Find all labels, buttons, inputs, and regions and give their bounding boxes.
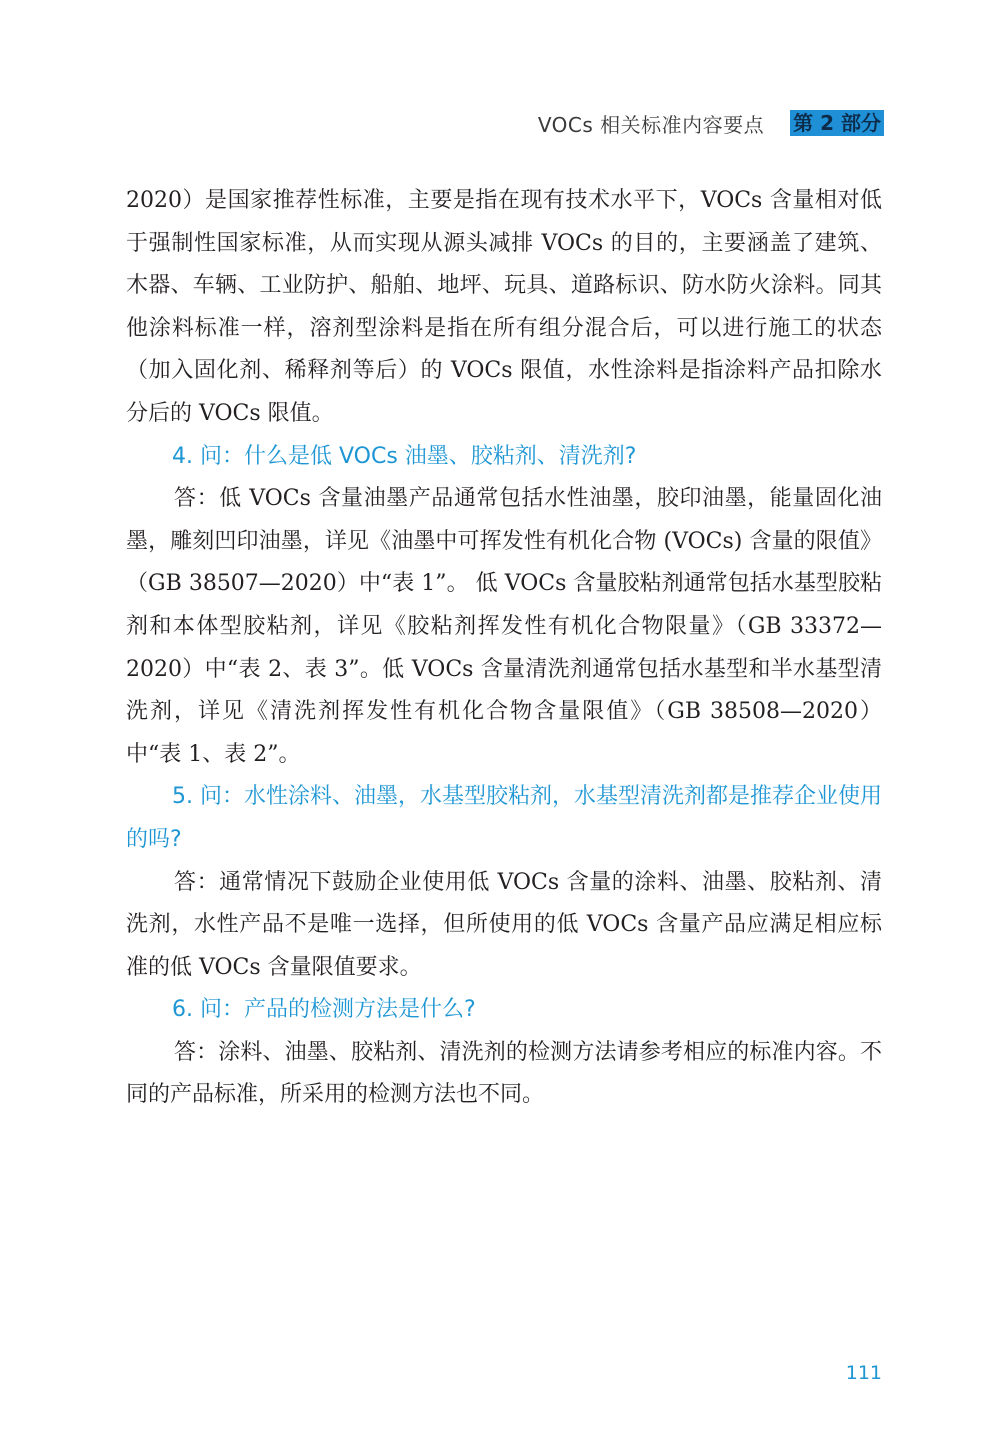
answer-5: 答：通常情况下鼓励企业使用低 VOCs 含量的涂料、油墨、胶粘剂、清洗剂，水性产品不是唯一选择，但所使用的低 VOCs 含量产品应满足相应标准的低 VOCs 含量限值要求。 — [126, 869, 882, 980]
header-title: VOCs 相关标准内容要点 — [537, 112, 765, 137]
answer-4: 答：低 VOCs 含量油墨产品通常包括水性油墨，胶印油墨，能量固化油墨，雕刻凹印油墨，详见《油墨中可挥发性有机化合物 (VOCs) 含量的限值》（GB 38507—2020）中“表 1”。 低 VOCs 含量胶粘剂通常包括水基型胶粘剂和本体型胶粘剂，详见《胶粘剂挥发性有机化合物限量》（GB 33372—2020）中“表 2、表 3”。低 VOCs 含量清洗剂通常包括水基型和半水基型清洗剂，详见《清洗剂挥发性有机化合物含量限值》（GB 38508—2020）中“表 1、表 2”。 — [126, 486, 882, 767]
question-5: 5. 问：水性涂料、油墨，水基型胶粘剂，水基型清洗剂都是推荐企业使用的吗? — [126, 784, 882, 852]
question-4: 4. 问：什么是低 VOCs 油墨、胶粘剂、清洗剂? — [172, 443, 637, 469]
page-number: 111 — [845, 1362, 882, 1384]
page-body — [126, 180, 882, 1117]
header-part-badge: 第 2 部分 — [790, 110, 884, 136]
intro-paragraph: 2020）是国家推荐性标准，主要是指在现有技术水平下，VOCs 含量相对低于强制性国家标准，从而实现从源头减排 VOCs 的目的，主要涵盖了建筑、木器、车辆、工业防护、船舶、地坪、玩具、道路标识、防水防火涂料。同其他涂料标准一样，溶剂型涂料是指在所有组分混合后，可以进行施工的状态（加入固化剂、稀释剂等后）的 VOCs 限值，水性涂料是指涂料产品扣除水分后的 VOCs 限值。 — [126, 188, 882, 426]
running-header — [538, 108, 884, 138]
answer-6: 答：涂料、油墨、胶粘剂、清洗剂的检测方法请参考相应的标准内容。不同的产品标准，所采用的检测方法也不同。 — [126, 1039, 882, 1108]
question-6: 6. 问：产品的检测方法是什么? — [172, 997, 476, 1023]
